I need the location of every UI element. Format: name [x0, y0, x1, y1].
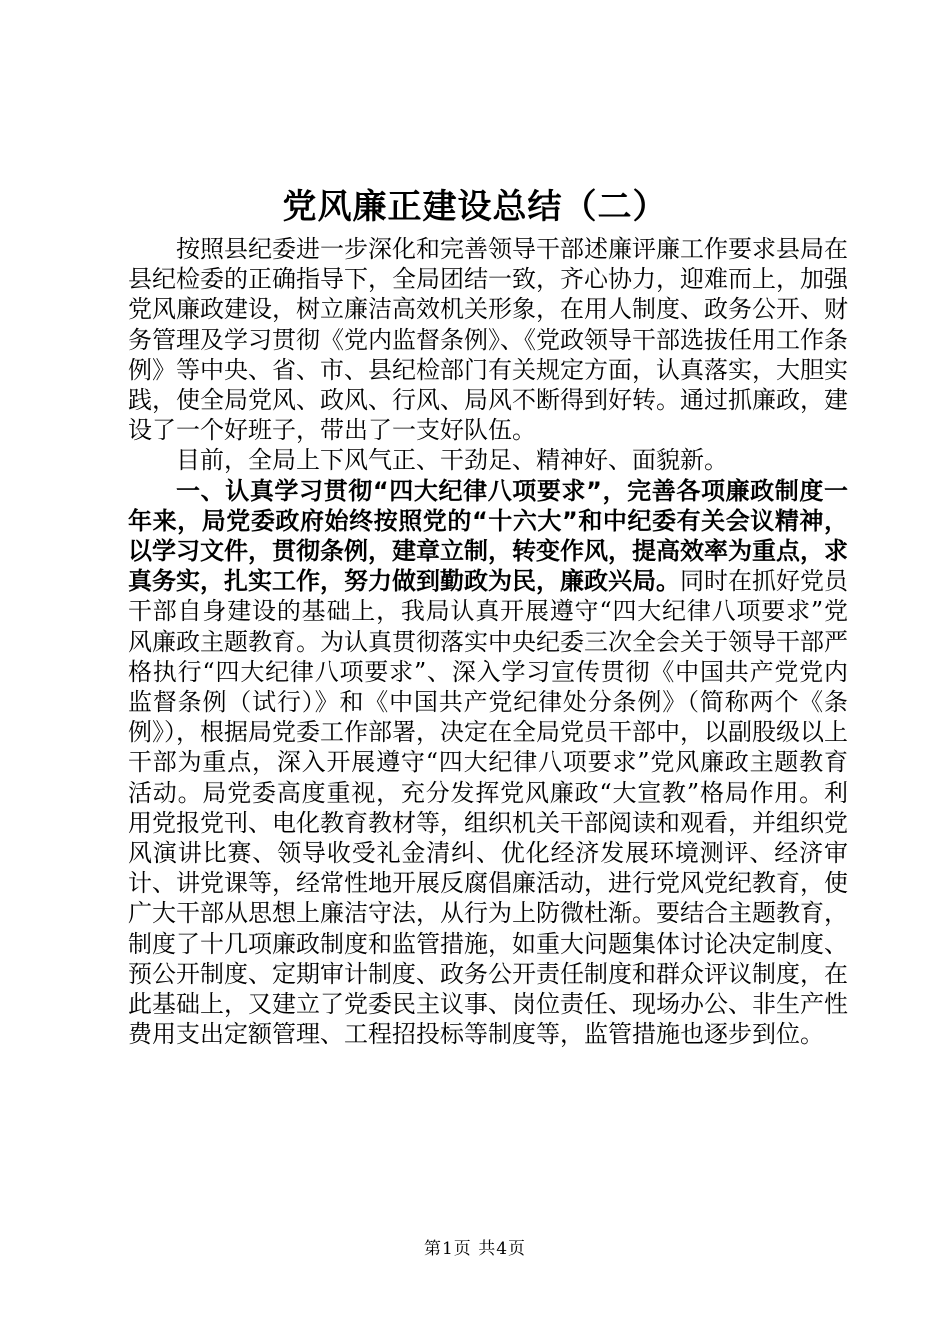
paragraph-status: 目前，全局上下风气正、干劲足、精神好、面貌新。: [176, 446, 728, 475]
paragraph-section-one: [128, 476, 848, 1050]
document-title: 党风廉正建设总结（二）: [282, 187, 668, 227]
paragraph-intro: 按照县纪委进一步深化和完善领导干部述廉评廉工作要求县局在县纪检委的正确指导下，全局团结一致，齐心协力，迎难而上，加强党风廉政建设，树立廉洁高效机关形象，在用人制度、政务公开、财务管理及学习贯彻《党内监督条例》、《党政领导干部选拔任用工作条例》等中央、省、市、县纪检部门有关规定方面，认真落实，大胆实践，使全局党风、政风、行风、局风不断得到好转。通过抓廉政，建设了一个好班子，带出了一支好队伍。: [128, 235, 848, 445]
section-one-heading: 一、认真学习贯彻“四大纪律八项要求”，完善各项廉政制度一年来，局党委政府始终按照党的“十六大”和中纪委有关会议精神，以学习文件，贯彻条例，建章立制，转变作风，提高效率为重点，求真务实，扎实工作，努力做到勤政为民，廉政兴局。: [128, 476, 848, 596]
document-body: [128, 234, 848, 1049]
page-number-footer: 第1页 共4页: [423, 1239, 527, 1259]
section-one-text: 同时在抓好党员干部自身建设的基础上，我局认真开展遵守“四大纪律八项要求”党风廉政主题教育。为认真贯彻落实中央纪委三次全会关于领导干部严格执行“四大纪律八项要求”、深入学习宣传贯彻《中国共产党党内监督条例（试行）》和《中国共产党纪律处分条例》（简称两个《条例》），根据局党委工作部署，决定在全局党员干部中，以副股级以上干部为重点，深入开展遵守“四大纪律八项要求”党风廉政主题教育活动。局党委高度重视，充分发挥党风廉政“大宣教”格局作用。利用党报党刊、电化教育教材等，组织机关干部阅读和观看，并组织党风演讲比赛、领导收受礼金清纠、优化经济发展环境测评、经济审计、讲党课等，经常性地开展反腐倡廉活动，进行党风党纪教育，使广大干部从思想上廉洁守法，从行为上防微杜渐。要结合主题教育，制度了十几项廉政制度和监管措施，如重大问题集体讨论决定制度、预公开制度、定期审计制度、政务公开责任制度和群众评议制度，在此基础上，又建立了党委民主议事、岗位责任、现场办公、非生产性费用支出定额管理、工程招投标等制度等，监管措施也逐步到位。: [128, 567, 848, 1049]
